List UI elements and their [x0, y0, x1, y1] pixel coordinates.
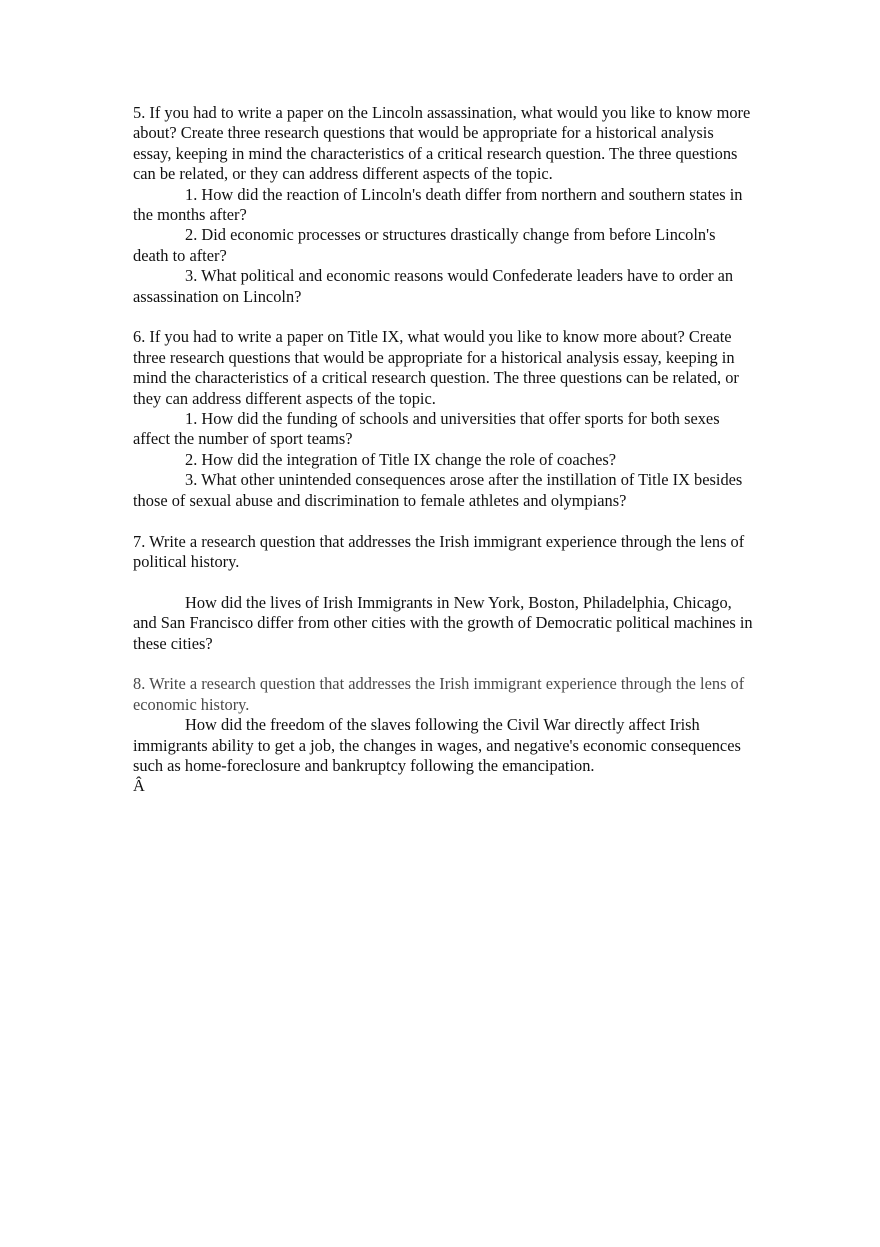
question-8-answer: How did the freedom of the slaves following the Civil War directly affect Irish immigrants ability to get a job, the changes in wages, and negative's economic consequences such as home-foreclosure and bankruptcy following the emancipation. — [133, 715, 741, 775]
question-6-prompt: 6. If you had to write a paper on Title IX, what would you like to know more about? Create three research questions that would be appropriate for a historical analysis essay, keeping in mind the characteristics of a critical research question. The three questions can be related, or they can address different aspects of the topic. — [133, 327, 739, 408]
question-8 — [133, 674, 753, 796]
question-6-answer-2: 2. How did the integration of Title IX change the role of coaches? — [185, 449, 617, 469]
question-7 — [133, 532, 753, 654]
question-6-answer-3: 3. What other unintended consequences arose after the instillation of Title IX besides those of sexual abuse and discrimination to female athletes and olympians? — [133, 470, 743, 510]
question-5-prompt: 5. If you had to write a paper on the Lincoln assassination, what would you like to know more about? Create three research questions that would be appropriate for a historical analysis essay, keeping in mind the characteristics of a critical research question. The three questions can be related, or they can address different aspects of the topic. — [133, 103, 751, 184]
question-5-answer-3: 3. What political and economic reasons would Confederate leaders have to order an assassination on Lincoln? — [133, 266, 734, 306]
document-page — [133, 103, 753, 817]
question-7-answer: How did the lives of Irish Immigrants in New York, Boston, Philadelphia, Chicago, and San Francisco differ from other cities with the growth of Democratic political machines in these cities? — [133, 592, 753, 653]
stray-character: Â — [133, 776, 145, 796]
question-5-answer-2: 2. Did economic processes or structures drastically change from before Lincoln's death to after? — [133, 225, 716, 265]
question-8-prompt: 8. Write a research question that addresses the Irish immigrant experience through the lens of economic history. — [133, 674, 745, 714]
question-5 — [133, 103, 753, 307]
question-5-answer-1: 1. How did the reaction of Lincoln's death differ from northern and southern states in the months after? — [133, 184, 743, 225]
question-6-answer-1: 1. How did the funding of schools and universities that offer sports for both sexes affect the number of sport teams? — [133, 409, 720, 449]
question-7-prompt: 7. Write a research question that addresses the Irish immigrant experience through the lens of political history. — [133, 531, 745, 571]
question-6 — [133, 327, 753, 511]
